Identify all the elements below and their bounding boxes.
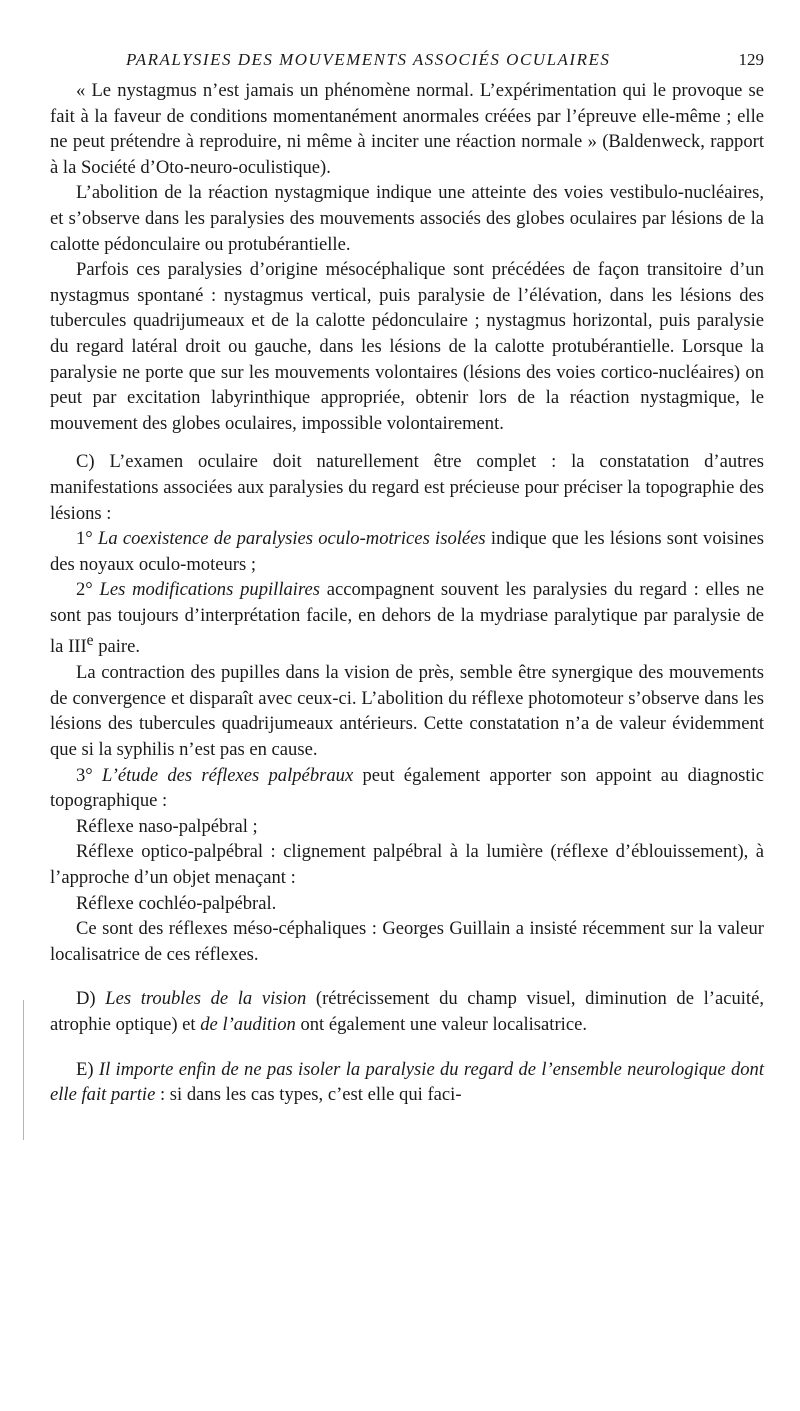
running-head [50, 50, 764, 78]
page-number: 129 [738, 50, 764, 69]
body-text [50, 78, 764, 1108]
paragraph-reflex-optico: Réflexe optico-palpébral : clignement palpébral à la lumière (réflexe d’éblouissement), à l’approche d’un objet menaçant : [50, 841, 764, 888]
paragraph-section-d: D) Les troubles de la vision (rétrécissement du champ visuel, diminution de l’acuité, atrophie optique) et de l’audition ont également une valeur localisatrice. [50, 988, 764, 1035]
paragraph-item-1: 1° La coexistence de paralysies oculo-motrices isolées indique que les lésions sont voisines des noyaux oculo-moteurs ; [50, 528, 764, 575]
margin-rule [23, 1000, 24, 1140]
paragraph-reflex-cochleo: Réflexe cochléo-palpébral. [76, 892, 277, 914]
paragraph-item-3: 3° L’étude des réflexes palpébraux peut également apporter son appoint au diagnostic topographique : [50, 764, 764, 812]
paragraph-quote-baldenweck: « Le nystagmus n’est jamais un phénomène normal. L’expérimentation qui le provoque se fait à la faveur de conditions momentanément anormales créées par l’épreuve elle-même ; elle ne peut prétendre à reproduire, ni même à inciter une réaction normale » (Baldenweck, rapport à la Société d’Oto-neuro-oculistique). [50, 80, 764, 178]
paragraph-pupil-contraction: La contraction des pupilles dans la vision de près, semble être synergique des mouvements de convergence et disparaît avec ceux-ci. L’abolition du réflexe photomoteur s’observe dans les lésions des tubercules quadrijumeaux antérieurs. Cette constatation n’a de valeur évidemment que si la syphilis n’est pas en cause. [50, 662, 764, 761]
paragraph-section-e: E) Il importe enfin de ne pas isoler la paralysie du regard de l’ensemble neurologique dont elle fait partie : si dans les cas types, c’est elle qui faci- [50, 1058, 765, 1106]
paragraph-section-c: C) L’examen oculaire doit naturellement être complet : la constatation d’autres manifestations associées aux paralysies du regard est précieuse pour préciser la topographie des lésions : [50, 451, 764, 524]
running-title: PARALYSIES DES MOUVEMENTS ASSOCIÉS OCULAIRES [126, 50, 611, 69]
paragraph-reflex-naso: Réflexe naso-palpébral ; [76, 815, 258, 837]
paragraph-abolition-reaction: L’abolition de la réaction nystagmique indique une atteinte des voies vestibulo-nucléaires, et s’observe dans les paralysies des mouvements associés des globes oculaires par lésions de la calotte pédonculaire ou protubérantielle. [50, 182, 764, 255]
paragraph-guillain: Ce sont des réflexes méso-céphaliques : Georges Guillain a insisté récemment sur la valeur localisatrice de ces réflexes. [50, 918, 764, 965]
paragraph-item-2: 2° Les modifications pupillaires accompagnent souvent les paralysies du regard : elles ne sont pas toujours d’interprétation facile, en dehors de la mydriase paralytique par paralysie de la IIIe paire. [50, 579, 764, 658]
paragraph-mesocephalic-origin: Parfois ces paralysies d’origine mésocéphalique sont précédées de façon transitoire d’un nystagmus spontané : nystagmus vertical, puis paralysie de l’élévation, dans les lésions des tubercules quadrijumeaux et de la calotte pédonculaire ; nystagmus horizontal, puis paralysie du regard latéral droit ou gauche, dans les lésions de la calotte protubérantielle. Lorsque la paralysie ne porte que sur les mouvements volontaires (lésions des voies cortico-nucléaires) on peut par excitation labyrinthique appropriée, obtenir lors de la réaction nystagmique, le mouvement des globes oculaires, impossible volontairement. [50, 259, 764, 434]
